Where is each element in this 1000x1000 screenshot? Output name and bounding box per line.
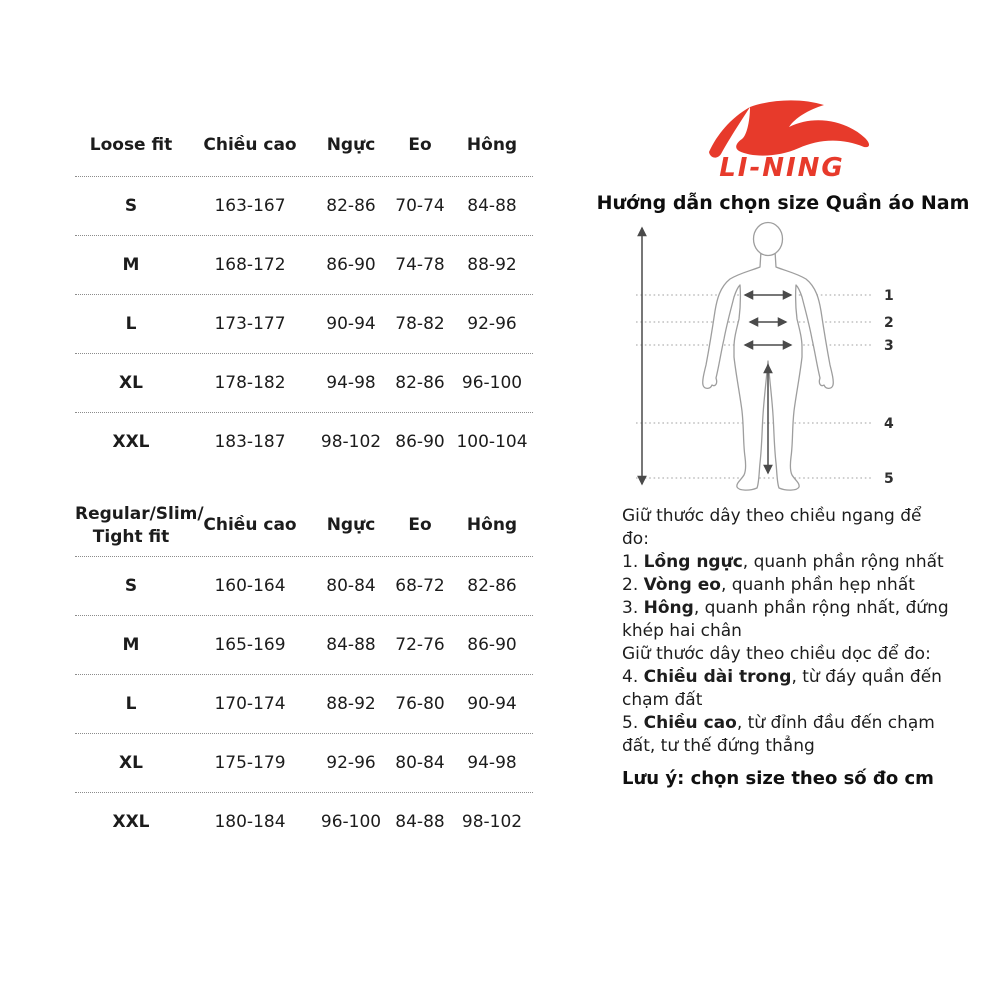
guide-heading: Hướng dẫn chọn size Quần áo Nam [596, 192, 970, 214]
size-cell: XXL [112, 432, 150, 452]
column-header-chest: Ngực [326, 515, 376, 536]
value-cell: 94-98 [326, 373, 376, 393]
table-row [75, 734, 533, 793]
size-note: Lưu ý: chọn size theo số đo cm [622, 768, 934, 789]
value-cell: 74-78 [395, 255, 445, 275]
value-cell: 68-72 [395, 576, 445, 596]
value-cell: 183-187 [214, 432, 286, 452]
table-row [75, 793, 533, 851]
value-cell: 92-96 [326, 753, 376, 773]
column-header-chest: Ngực [326, 135, 376, 156]
measurement-instructions [622, 505, 992, 758]
instruction-line: chạm đất [622, 690, 703, 710]
instruction-line: 3. Hông, quanh phần rộng nhất, đứng [622, 598, 949, 618]
lining-swoosh-icon [687, 98, 877, 184]
value-cell: 100-104 [456, 432, 528, 452]
column-header-waist: Eo [408, 135, 432, 156]
value-cell: 70-74 [395, 196, 445, 216]
size-cell: L [125, 314, 137, 334]
column-header-hip: Hông [466, 135, 518, 156]
body-measurement-diagram [600, 215, 980, 500]
value-cell: 170-174 [214, 694, 286, 714]
size-cell: S [124, 576, 138, 596]
value-cell: 165-169 [214, 635, 286, 655]
value-cell: 94-98 [467, 753, 517, 773]
value-cell: 88-92 [467, 255, 517, 275]
marker-5: 5 [884, 471, 894, 487]
value-cell: 86-90 [395, 432, 445, 452]
table-header-row [75, 495, 533, 557]
table-row [75, 354, 533, 413]
value-cell: 160-164 [214, 576, 286, 596]
table-header-row [75, 115, 533, 177]
instruction-line: 4. Chiều dài trong, từ đáy quần đến [622, 667, 942, 687]
marker-3: 3 [884, 338, 894, 354]
value-cell: 88-92 [326, 694, 376, 714]
column-header-waist: Eo [408, 515, 432, 536]
column-header-height: Chiều cao [203, 135, 297, 156]
marker-4: 4 [884, 416, 894, 432]
instruction-line: 5. Chiều cao, từ đỉnh đầu đến chạm [622, 713, 935, 733]
value-cell: 173-177 [214, 314, 286, 334]
value-cell: 84-88 [395, 812, 445, 832]
lining-logo [687, 98, 877, 184]
value-cell: 82-86 [467, 576, 517, 596]
value-cell: 76-80 [395, 694, 445, 714]
size-cell: M [122, 635, 140, 655]
table-row [75, 295, 533, 354]
value-cell: 80-84 [395, 753, 445, 773]
size-cell: L [125, 694, 137, 714]
size-table-regular-fit [75, 495, 533, 851]
table-row [75, 675, 533, 734]
marker-2: 2 [884, 315, 894, 331]
size-cell: XXL [112, 812, 150, 832]
size-cell: XL [119, 373, 143, 393]
instruction-line: Giữ thước dây theo chiều dọc để đo: [622, 644, 931, 664]
value-cell: 86-90 [326, 255, 376, 275]
value-cell: 180-184 [214, 812, 286, 832]
size-cell: M [122, 255, 140, 275]
marker-1: 1 [884, 288, 894, 304]
size-cell: S [124, 196, 138, 216]
value-cell: 163-167 [214, 196, 286, 216]
value-cell: 90-94 [467, 694, 517, 714]
value-cell: 82-86 [326, 196, 376, 216]
value-cell: 178-182 [214, 373, 286, 393]
value-cell: 98-102 [320, 432, 382, 452]
table-row [75, 616, 533, 675]
instruction-line: đo: [622, 529, 649, 549]
instruction-line: đất, tư thế đứng thẳng [622, 736, 815, 756]
lining-wordmark: LI-NING [719, 153, 845, 183]
size-table-loose-fit [75, 115, 533, 471]
value-cell: 92-96 [467, 314, 517, 334]
value-cell: 84-88 [467, 196, 517, 216]
table-row [75, 557, 533, 616]
value-cell: 98-102 [461, 812, 523, 832]
value-cell: 96-100 [461, 373, 523, 393]
value-cell: 84-88 [326, 635, 376, 655]
fit-label: Loose fit [89, 135, 173, 156]
table-row [75, 413, 533, 471]
value-cell: 96-100 [320, 812, 382, 832]
value-cell: 86-90 [467, 635, 517, 655]
value-cell: 72-76 [395, 635, 445, 655]
size-cell: XL [119, 753, 143, 773]
fit-label: Regular/Slim/ Tight fit [75, 504, 204, 547]
value-cell: 82-86 [395, 373, 445, 393]
column-header-hip: Hông [466, 515, 518, 536]
value-cell: 80-84 [326, 576, 376, 596]
value-cell: 168-172 [214, 255, 286, 275]
instruction-line: Giữ thước dây theo chiều ngang để [622, 506, 922, 526]
value-cell: 90-94 [326, 314, 376, 334]
table-row [75, 177, 533, 236]
value-cell: 78-82 [395, 314, 445, 334]
column-header-height: Chiều cao [203, 515, 297, 536]
value-cell: 175-179 [214, 753, 286, 773]
instruction-line: 2. Vòng eo, quanh phần hẹp nhất [622, 575, 915, 595]
instruction-line: khép hai chân [622, 621, 742, 641]
instruction-line: 1. Lồng ngực, quanh phần rộng nhất [622, 552, 944, 572]
table-row [75, 236, 533, 295]
head-outline [754, 223, 783, 256]
